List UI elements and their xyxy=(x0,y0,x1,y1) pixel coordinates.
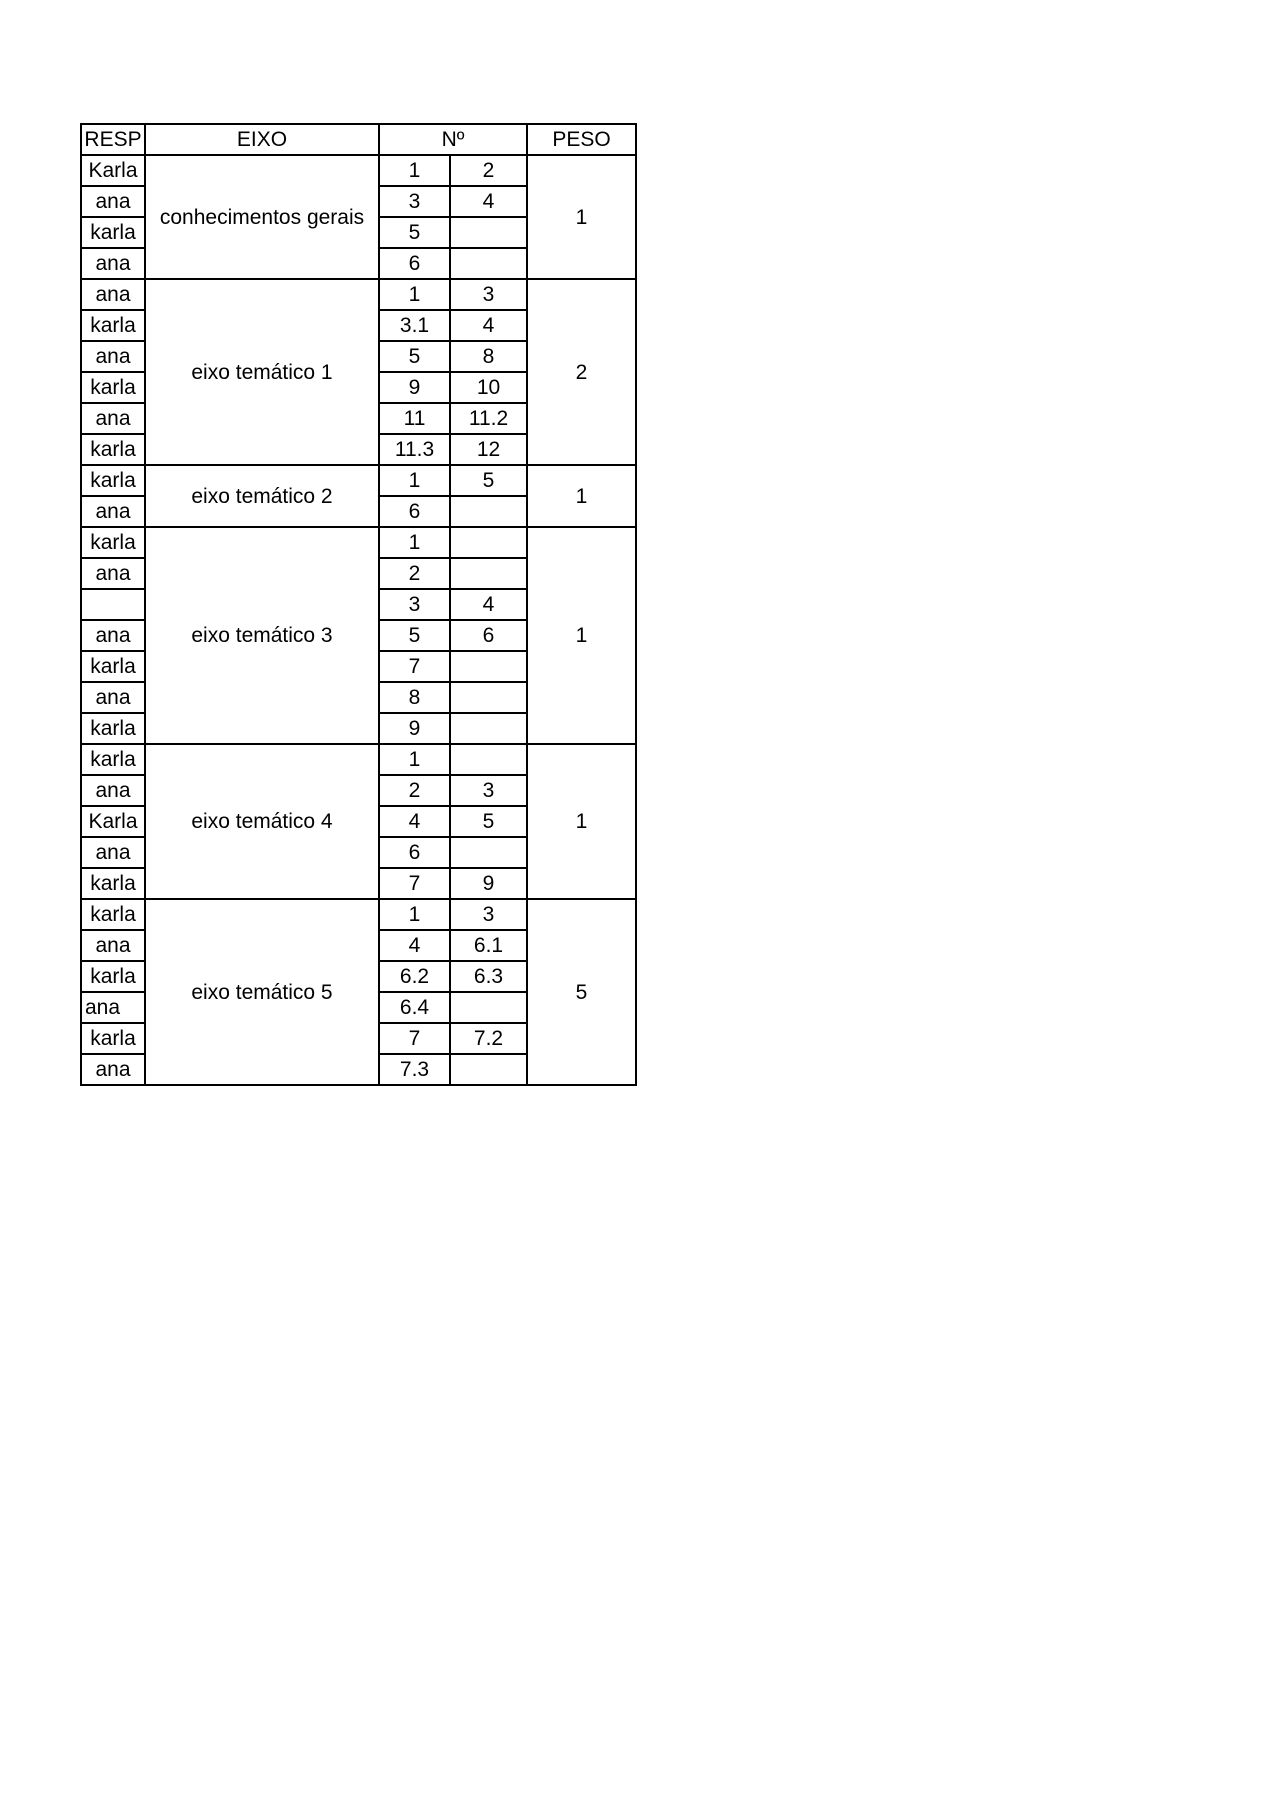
header-eixo: EIXO xyxy=(145,124,379,155)
numero-cell-2 xyxy=(450,558,527,589)
eixo-cell: eixo temático 3 xyxy=(145,527,379,744)
numero-cell-2: 4 xyxy=(450,186,527,217)
table-row xyxy=(81,155,636,186)
numero-cell-1: 5 xyxy=(379,620,450,651)
numero-cell-2 xyxy=(450,527,527,558)
numero-cell-2 xyxy=(450,651,527,682)
eixo-cell: conhecimentos gerais xyxy=(145,155,379,279)
header-numero: Nº xyxy=(379,124,527,155)
responsibility-table xyxy=(80,123,637,1086)
numero-cell-1: 1 xyxy=(379,279,450,310)
numero-cell-1: 5 xyxy=(379,217,450,248)
resp-cell: ana xyxy=(81,341,145,372)
numero-cell-1: 7 xyxy=(379,868,450,899)
resp-cell: karla xyxy=(81,651,145,682)
numero-cell-1: 7.3 xyxy=(379,1054,450,1085)
peso-cell: 1 xyxy=(527,155,636,279)
resp-cell: karla xyxy=(81,1023,145,1054)
resp-cell: ana xyxy=(81,620,145,651)
numero-cell-2: 11.2 xyxy=(450,403,527,434)
eixo-cell: eixo temático 5 xyxy=(145,899,379,1085)
numero-cell-1: 6 xyxy=(379,496,450,527)
numero-cell-1: 6.2 xyxy=(379,961,450,992)
numero-cell-2 xyxy=(450,682,527,713)
numero-cell-1: 1 xyxy=(379,527,450,558)
numero-cell-1: 1 xyxy=(379,744,450,775)
resp-cell: ana xyxy=(81,558,145,589)
numero-cell-2: 6.3 xyxy=(450,961,527,992)
resp-cell: ana xyxy=(81,992,145,1023)
table-row xyxy=(81,279,636,310)
numero-cell-1: 3.1 xyxy=(379,310,450,341)
numero-cell-2 xyxy=(450,713,527,744)
resp-cell: karla xyxy=(81,310,145,341)
numero-cell-2: 3 xyxy=(450,279,527,310)
resp-cell: Karla xyxy=(81,155,145,186)
numero-cell-2 xyxy=(450,217,527,248)
numero-cell-2: 5 xyxy=(450,465,527,496)
numero-cell-1: 5 xyxy=(379,341,450,372)
numero-cell-1: 7 xyxy=(379,1023,450,1054)
peso-cell: 2 xyxy=(527,279,636,465)
numero-cell-2: 8 xyxy=(450,341,527,372)
resp-cell: ana xyxy=(81,775,145,806)
numero-cell-2 xyxy=(450,992,527,1023)
numero-cell-2: 4 xyxy=(450,310,527,341)
eixo-cell: eixo temático 2 xyxy=(145,465,379,527)
resp-cell: ana xyxy=(81,1054,145,1085)
numero-cell-2 xyxy=(450,248,527,279)
numero-cell-2: 6.1 xyxy=(450,930,527,961)
resp-cell: karla xyxy=(81,961,145,992)
resp-cell: karla xyxy=(81,868,145,899)
numero-cell-2: 10 xyxy=(450,372,527,403)
numero-cell-2 xyxy=(450,496,527,527)
numero-cell-2: 9 xyxy=(450,868,527,899)
header-row xyxy=(81,124,636,155)
resp-cell: ana xyxy=(81,279,145,310)
numero-cell-1: 3 xyxy=(379,589,450,620)
table-body xyxy=(81,124,636,1085)
resp-cell: karla xyxy=(81,744,145,775)
numero-cell-1: 1 xyxy=(379,899,450,930)
numero-cell-1: 6 xyxy=(379,837,450,868)
resp-cell: ana xyxy=(81,930,145,961)
resp-cell: ana xyxy=(81,403,145,434)
resp-cell: karla xyxy=(81,372,145,403)
numero-cell-2: 4 xyxy=(450,589,527,620)
numero-cell-1: 3 xyxy=(379,186,450,217)
numero-cell-1: 9 xyxy=(379,372,450,403)
numero-cell-2: 3 xyxy=(450,899,527,930)
numero-cell-1: 6.4 xyxy=(379,992,450,1023)
peso-cell: 1 xyxy=(527,465,636,527)
resp-cell: karla xyxy=(81,713,145,744)
resp-cell: karla xyxy=(81,527,145,558)
numero-cell-1: 11 xyxy=(379,403,450,434)
numero-cell-1: 2 xyxy=(379,775,450,806)
numero-cell-1: 1 xyxy=(379,155,450,186)
table-row xyxy=(81,744,636,775)
numero-cell-1: 7 xyxy=(379,651,450,682)
resp-cell: karla xyxy=(81,217,145,248)
numero-cell-1: 1 xyxy=(379,465,450,496)
table-row xyxy=(81,899,636,930)
numero-cell-2: 6 xyxy=(450,620,527,651)
peso-cell: 1 xyxy=(527,744,636,899)
peso-cell: 1 xyxy=(527,527,636,744)
eixo-cell: eixo temático 1 xyxy=(145,279,379,465)
resp-cell: ana xyxy=(81,186,145,217)
numero-cell-2: 12 xyxy=(450,434,527,465)
numero-cell-1: 4 xyxy=(379,806,450,837)
resp-cell: karla xyxy=(81,465,145,496)
resp-cell: Karla xyxy=(81,806,145,837)
numero-cell-2 xyxy=(450,744,527,775)
header-resp: RESP xyxy=(81,124,145,155)
numero-cell-1: 8 xyxy=(379,682,450,713)
table-row xyxy=(81,527,636,558)
resp-cell: karla xyxy=(81,899,145,930)
numero-cell-2: 5 xyxy=(450,806,527,837)
numero-cell-2 xyxy=(450,837,527,868)
eixo-cell: eixo temático 4 xyxy=(145,744,379,899)
numero-cell-1: 11.3 xyxy=(379,434,450,465)
resp-cell: ana xyxy=(81,682,145,713)
numero-cell-2: 7.2 xyxy=(450,1023,527,1054)
numero-cell-2: 3 xyxy=(450,775,527,806)
peso-cell: 5 xyxy=(527,899,636,1085)
numero-cell-1: 2 xyxy=(379,558,450,589)
numero-cell-2: 2 xyxy=(450,155,527,186)
resp-cell: ana xyxy=(81,248,145,279)
resp-cell: ana xyxy=(81,496,145,527)
table-row xyxy=(81,465,636,496)
numero-cell-1: 9 xyxy=(379,713,450,744)
resp-cell: karla xyxy=(81,434,145,465)
header-peso: PESO xyxy=(527,124,636,155)
numero-cell-2 xyxy=(450,1054,527,1085)
resp-cell: ana xyxy=(81,837,145,868)
numero-cell-1: 4 xyxy=(379,930,450,961)
numero-cell-1: 6 xyxy=(379,248,450,279)
resp-cell xyxy=(81,589,145,620)
